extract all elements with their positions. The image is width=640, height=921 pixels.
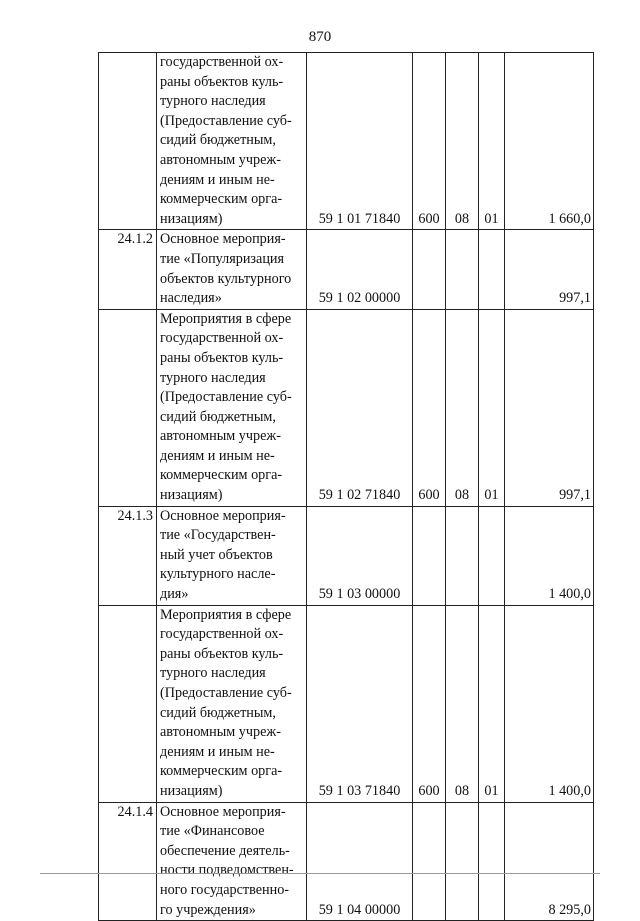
section-code (446, 506, 479, 605)
amount: 997,1 (505, 309, 594, 506)
target-article-code: 59 1 03 71840 (307, 605, 413, 802)
target-article-code: 59 1 02 71840 (307, 309, 413, 506)
item-name-line: Основное мероприя- (160, 803, 286, 820)
item-number: 24.1.3 (99, 506, 157, 605)
section-code: 08 (446, 53, 479, 230)
amount: 1 400,0 (505, 605, 594, 802)
table-row (99, 506, 594, 605)
target-article-code: 59 1 03 00000 (307, 506, 413, 605)
table-row (99, 53, 594, 230)
item-name-line: культурного насле- (160, 566, 276, 583)
item-name-line: ности подведомствен- (160, 862, 294, 879)
subsection-code: 01 (479, 605, 505, 802)
expense-type-code: 600 (413, 605, 446, 802)
item-name-line: наследия» (160, 290, 222, 307)
item-name-line: турного наследия (160, 665, 266, 682)
item-name (157, 605, 307, 802)
item-name-line: дениям и иным не- (160, 171, 275, 188)
expense-type-code (413, 230, 446, 309)
section-code: 08 (446, 605, 479, 802)
item-name-line: дия» (160, 586, 189, 603)
amount: 1 660,0 (505, 53, 594, 230)
expense-type-code: 600 (413, 53, 446, 230)
subsection-code (479, 506, 505, 605)
item-name-line: объектов культурного (160, 270, 292, 287)
item-number (99, 309, 157, 506)
item-name-line: автономным учреж- (160, 724, 281, 741)
subsection-code: 01 (479, 309, 505, 506)
item-name-line: сидий бюджетным, (160, 132, 276, 149)
item-name-line: турного наследия (160, 369, 266, 386)
item-name-line: низациям) (160, 210, 223, 227)
item-name-line: го учреждения» (160, 901, 256, 918)
budget-table (98, 52, 594, 921)
item-name-line: тие «Популяризация (160, 250, 285, 267)
item-name-line: ного государственно- (160, 881, 290, 898)
item-name-line: раны объектов куль- (160, 73, 284, 90)
table-row (99, 230, 594, 309)
item-name (157, 53, 307, 230)
scan-edge-line (40, 873, 600, 874)
page-number: 870 (308, 29, 332, 45)
item-number (99, 53, 157, 230)
section-code (446, 230, 479, 309)
expense-type-code: 600 (413, 309, 446, 506)
target-article-code: 59 1 02 00000 (307, 230, 413, 309)
item-name-line: тие «Государствен- (160, 527, 276, 544)
item-number (99, 605, 157, 802)
table-row (99, 605, 594, 802)
section-code: 08 (446, 309, 479, 506)
target-article-code: 59 1 01 71840 (307, 53, 413, 230)
amount: 8 295,0 (505, 802, 594, 921)
expense-type-code (413, 506, 446, 605)
item-name-line: Основное мероприя- (160, 231, 286, 248)
item-name-line: коммерческим орга- (160, 191, 283, 208)
item-name-line: (Предоставление суб- (160, 112, 292, 129)
item-number: 24.1.4 (99, 802, 157, 921)
item-name-line: турного наследия (160, 93, 266, 110)
item-number: 24.1.2 (99, 230, 157, 309)
item-name-line: (Предоставление суб- (160, 685, 292, 701)
item-name (157, 506, 307, 605)
item-name-line: (Предоставление суб- (160, 389, 292, 406)
item-name-line: государственной ох- (160, 54, 284, 70)
table-row (99, 309, 594, 506)
item-name-line: низациям) (160, 487, 223, 504)
item-name-line: коммерческим орга- (160, 467, 283, 484)
item-name-line: государственной ох- (160, 330, 284, 347)
amount: 1 400,0 (505, 506, 594, 605)
item-name-line: Основное мероприя- (160, 507, 286, 524)
item-name-line: раны объектов куль- (160, 349, 284, 366)
item-name-line: сидий бюджетным, (160, 704, 276, 721)
amount: 997,1 (505, 230, 594, 309)
subsection-code (479, 230, 505, 309)
item-name-line: сидий бюджетным, (160, 408, 276, 425)
item-name (157, 309, 307, 506)
target-article-code: 59 1 04 00000 (307, 802, 413, 921)
item-name-line: автономным учреж- (160, 428, 281, 445)
item-name-line: дениям и иным не- (160, 743, 275, 760)
item-name-line: Мероприятия в сфере (160, 310, 292, 327)
subsection-code: 01 (479, 53, 505, 230)
item-name-line: автономным учреж- (160, 151, 281, 168)
item-name-line: обеспечение деятель- (160, 842, 290, 859)
item-name-line: ный учет объектов (160, 546, 273, 563)
item-name-line: тие «Финансовое (160, 823, 265, 840)
item-name-line: Мероприятия в сфере (160, 606, 292, 623)
item-name-line: дениям и иным не- (160, 447, 275, 464)
item-name-line: раны объектов куль- (160, 645, 284, 662)
item-name-line: коммерческим орга- (160, 763, 283, 780)
item-name (157, 230, 307, 309)
item-name-line: государственной ох- (160, 626, 284, 643)
item-name-line: низациям) (160, 782, 223, 799)
